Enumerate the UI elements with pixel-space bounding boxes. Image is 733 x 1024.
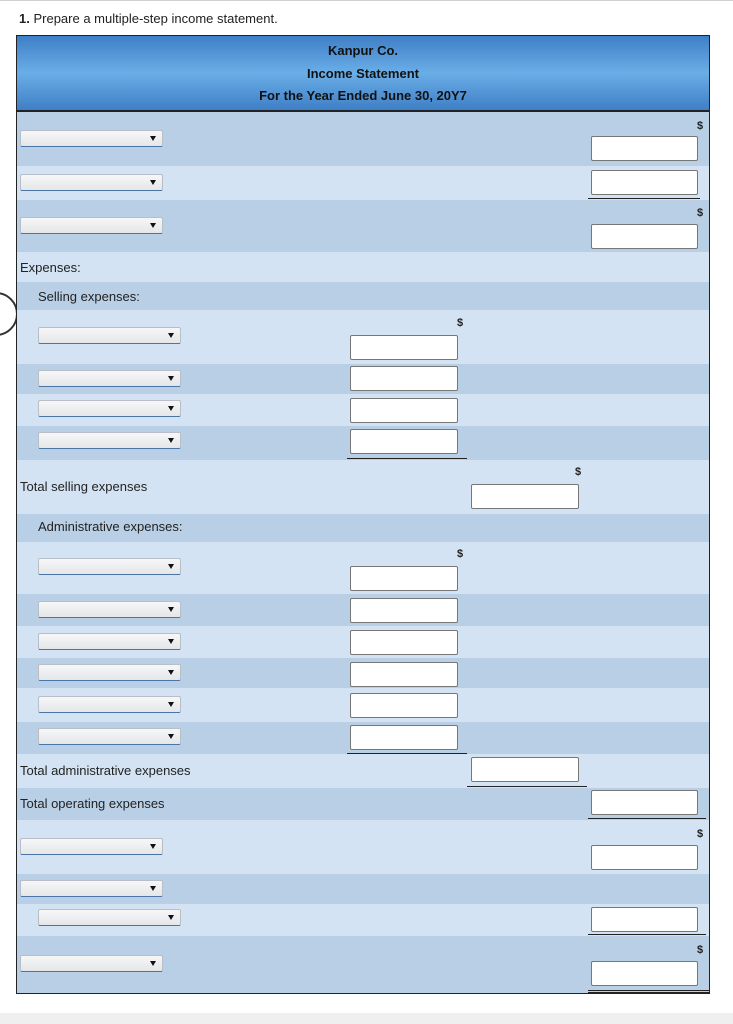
selling-expense-dropdown[interactable] [38, 432, 181, 449]
company-name: Kanpur Co. [327, 43, 399, 58]
selling-expense-dropdown[interactable] [38, 400, 181, 417]
income-statement-form [16, 35, 710, 994]
selling-expenses-label: Selling expenses: [38, 289, 140, 304]
admin-expense-dropdown[interactable] [38, 558, 181, 575]
selling-expense-dropdown[interactable] [38, 370, 181, 387]
dollar-sign: $ [457, 548, 464, 560]
instruction-text: Prepare a multiple-step income statement. [33, 11, 278, 26]
dollar-sign: $ [697, 120, 704, 132]
chevron-down-icon [168, 438, 174, 443]
amount-input[interactable] [591, 170, 698, 195]
dollar-sign: $ [697, 207, 704, 219]
amount-input[interactable] [591, 845, 698, 870]
admin-expenses-label: Administrative expenses: [38, 519, 183, 534]
selling-expense-input[interactable] [350, 335, 458, 360]
admin-expense-input[interactable] [350, 630, 458, 655]
total-selling-input[interactable] [471, 484, 579, 509]
chevron-down-icon [150, 180, 156, 185]
admin-expense-input[interactable] [350, 598, 458, 623]
selling-expense-input[interactable] [350, 429, 458, 454]
chevron-down-icon [168, 915, 174, 920]
account-dropdown[interactable] [20, 174, 163, 191]
chevron-down-icon [168, 564, 174, 569]
amount-input[interactable] [591, 136, 698, 161]
chevron-down-icon [168, 607, 174, 612]
chevron-down-icon [150, 844, 156, 849]
total-selling-label: Total selling expenses [20, 479, 148, 494]
admin-expense-input[interactable] [350, 662, 458, 687]
admin-expense-input[interactable] [350, 725, 458, 750]
total-admin-input[interactable] [471, 757, 579, 782]
total-admin-label: Total administrative expenses [20, 763, 191, 778]
selling-expense-input[interactable] [350, 398, 458, 423]
selling-expense-dropdown[interactable] [38, 327, 181, 344]
chevron-down-icon [150, 886, 156, 891]
total-operating-label: Total operating expenses [20, 796, 165, 811]
chevron-down-icon [150, 961, 156, 966]
chevron-down-icon [150, 223, 156, 228]
admin-expense-dropdown[interactable] [38, 728, 181, 745]
chevron-down-icon [168, 734, 174, 739]
chevron-down-icon [168, 376, 174, 381]
chevron-down-icon [168, 702, 174, 707]
account-dropdown[interactable] [20, 130, 163, 147]
chevron-down-icon [168, 639, 174, 644]
instruction-number: 1. [19, 11, 30, 26]
instruction [19, 11, 278, 26]
amount-input[interactable] [591, 961, 698, 986]
chevron-down-icon [150, 136, 156, 141]
selling-expense-input[interactable] [350, 366, 458, 391]
chevron-down-icon [168, 406, 174, 411]
statement-header [17, 36, 709, 112]
statement-title: Income Statement [307, 66, 419, 81]
admin-expense-dropdown[interactable] [38, 664, 181, 681]
chevron-down-icon [168, 333, 174, 338]
total-operating-input[interactable] [591, 790, 698, 815]
dollar-sign: $ [697, 944, 704, 956]
dollar-sign: $ [457, 317, 464, 329]
account-dropdown[interactable] [20, 880, 163, 897]
admin-expense-input[interactable] [350, 566, 458, 591]
admin-expense-dropdown[interactable] [38, 601, 181, 618]
account-dropdown[interactable] [20, 838, 163, 855]
chevron-down-icon [168, 670, 174, 675]
dollar-sign: $ [575, 466, 582, 478]
dollar-sign: $ [697, 828, 704, 840]
admin-expense-input[interactable] [350, 693, 458, 718]
account-dropdown[interactable] [20, 955, 163, 972]
amount-input[interactable] [591, 224, 698, 249]
amount-input[interactable] [591, 907, 698, 932]
admin-expense-dropdown[interactable] [38, 633, 181, 650]
account-dropdown[interactable] [38, 909, 181, 926]
account-dropdown[interactable] [20, 217, 163, 234]
expenses-label: Expenses: [20, 260, 81, 275]
admin-expense-dropdown[interactable] [38, 696, 181, 713]
statement-period: For the Year Ended June 30, 20Y7 [259, 88, 467, 103]
